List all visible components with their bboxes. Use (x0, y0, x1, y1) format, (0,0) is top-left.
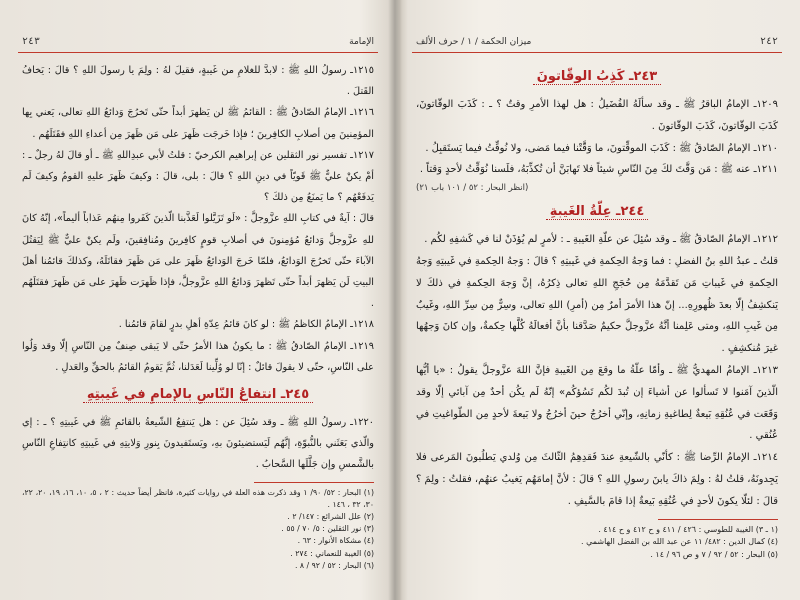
hadith-paragraph: ١٢١٢ـ الإمامُ الصّادقُ ﷺ ـ وقد سُئِلَ عن علّةِ الغَيبةِ ـ : لأمرٍ لم يُؤذَنْ لنا في كَشفِهِ لكُم . (424, 234, 778, 246)
chapter-heading (416, 64, 778, 90)
book-spine (388, 0, 402, 600)
hadith-paragraph: ١٢٠٩ـ الإمامُ الباقرُ ﷺ ـ وقد سألَهُ الفُضَيلُ : هل لهذا الأمرِ وقتٌ ؟ ـ : كَذَبَ الوقّاتونَ، كَذَبَ الوقّاتونَ، كَذَبَ الوقّاتونَ . (416, 99, 778, 132)
footnote: (٢) علل الشرائع : ١٤٧/ ٢ . (287, 512, 374, 522)
footnote: (٥) البحار : ٥٢ / ٩٢ / ٧ و ص ٩٦ / ١٤ . (650, 550, 778, 560)
hadith-paragraph: ١٢١٥ـ رسولُ اللهِ ﷺ : لابدَّ للغلامِ من غَيبةٍ، فقيلَ لهُ : ولِمَ يا رسولَ اللهِ ؟ قالَ : يَخافُ القَتلَ . (22, 65, 374, 98)
left-page-header (18, 36, 378, 53)
footnote: (٣) نور الثقلين : ٥/ ٧٠ / ٥٥ . (281, 524, 374, 534)
chapter-heading-text: ٢٤٣ـ كَذِبُ الوقّاتونَ (533, 69, 661, 85)
chapter-heading-text: ٢٤٤ـ عِلّةُ الغَيبةِ (546, 204, 649, 220)
hadith-paragraph: ١٢١٠ـ الإمامُ الصّادقُ ﷺ : كَذَبَ الموقِّتونَ، ما وَقَّتْنا فيما مَضى، ولا نُوقِّتُ فيما يَستَقبِلُ . (425, 142, 778, 154)
chapter-heading (416, 199, 778, 225)
footnote-divider (658, 519, 778, 520)
hadith-paragraph: ١٢١٦ـ الإمامُ الصّادقُ ﷺ : القائمُ ﷺ لن يَظهرَ أبداً حتّى تَخرُجَ وَدائعُ اللهِ تعالى، يَعني بِها المؤمِنينَ مِن أصلابِ الكافِرينَ ؛ فإذا خَرجَت ظَهرَ على مَن ظَهرَ مِن أعداءِ اللهِ فقَتَلَهُم . (22, 107, 374, 140)
chapter-heading (22, 382, 374, 408)
left-page-body (22, 60, 374, 572)
hadith-paragraph: قلتُ ـ عبدُ اللهِ بنُ الفضلِ : فما وَجهُ الحِكمةِ في غَيبتِهِ ؟ قالَ : وَجهُ الحِكمةِ في غَيبتِهِ وَجهُ الحِكمةِ في غَيباتِ مَن تَقدَّمَهُ مِن حُجَجِ اللهِ تعالى ذِكرُهُ، إنَّ وَجهَ الحِكمةِ في ذلكَ لا يَنكشِفُ إلّا بعدَ ظُهورِهِ... إنّ هذا الأمرَ أمرٌ مِن (أمرِ) اللهِ تعالى، وسِرٌّ مِن سِرِّ اللهِ، وغَيبٌ مِن غَيبِ اللهِ، ومتى عَلِمنا أنَّهُ عزَّوجلَّ حكيمٌ صَدَّقنا بأنَّ أفعالَهُ كُلَّها حِكمةٌ، وإن كانَ وَجهُها غيرَ مُنكشِفٍ . (416, 255, 778, 355)
chapter-heading-text: ٢٤٥ـ انتفاعُ النّاسِ بالإمامِ في غَيبتِهِ (83, 387, 313, 403)
right-running-title: ميزان الحكمة / ١ / حرف الألف (416, 37, 532, 47)
hadith-paragraph: ١٢١٤ـ الإمامُ الرِّضا ﷺ : كأنّي بالشّيعةِ عندَ فَقدِهِمُ الثّالثَ مِن وُلدي يَطلُبونَ المَرعى فلا يَجِدونَهُ، قلتُ لهُ : ولِمَ ذاكَ يابنَ رسولِ اللهِ ؟ قالَ : لأنَّ إمامَهُم يَغيبُ عنهُم، فقلتُ : ولِمَ ؟ قالَ : لئلّا يكونَ لأحدٍ في عُنُقِهِ بَيعةٌ إذا قامَ بالسَّيفِ . (416, 452, 778, 507)
hadith-paragraph: ١٢١٩ـ الإمامُ الصّادقُ ﷺ : ما يكونُ هذا الأمرُ حتّى لا يَبقى صِنفٌ مِن النّاسِ إلّا وقد وَلُوا على النّاسِ، حتّى لا يقولَ قائلٌ : إنّا لو وُلِّينا لَعَدَلنا، ثُمَّ يَقومُ القائمُ بالحقِّ والعَدلِ . (22, 340, 374, 373)
left-page (8, 0, 388, 600)
footnote: (٥) الغيبة للنعماني : ٢٧٤ . (290, 548, 374, 558)
right-page-number: ٢٤٢ (759, 36, 778, 47)
footnote-divider (254, 482, 374, 483)
hadith-paragraph: ١٢١٨ـ الإمامُ الكاظمُ ﷺ : لو كانَ قائمُ عِدّةِ أهلِ بدرٍ لقامَ قائمُنا . (118, 319, 374, 331)
left-running-title: الإمامة (349, 37, 374, 47)
source-note: (انظر البحار : ٥٢ / ١٠١ باب ٢١) (416, 183, 529, 194)
hadith-paragraph: ١٢١١ـ عنه ﷺ : مَن وَقَّتَ لكَ مِنَ النّاسِ شيئاً فلا تَهابَنَّ أن تُكذِّبَهُ، فلَسنا نُوَقِّتُ لأحدٍ وَقتاً . (419, 164, 778, 176)
footnote: (١) البحار : ٥٢/ ٩٠/ ١ وقد ذكرت هذه العلة في روايات كثيرة، فانظر أيضاً حديث : ٢ ، ٥، ١٠، ١٦، ١٩، ٢٠، ٢٢، ٣٠، ٣٢ ، ١٤٦ . (22, 487, 374, 509)
left-page-number: ٢٤٣ (22, 36, 41, 47)
right-page-body (416, 60, 778, 562)
hadith-paragraph: قالَ : آيةٌ في كتابِ اللهِ عزَّوجلَّ : «لَو تَزَيَّلوا لَعَذَّبنا الّذينَ كَفَروا مِنهُم عَذاباً أليماً»، إنّهُ كانَ للهِ عزَّوجلَّ وَدائعُ مُؤمِنونَ في أصلابِ قومٍ كافِرينَ ومُنافِقينَ، ولَم يكنْ عليٌّ ﷺ لِيَقتُلَ الآباءَ حتّى تَخرُجَ الوَدائعُ، فلمّا خَرجَ الوَدائعُ ظَهرَ على مَن ظَهرَ فقاتَلَهُ، وكذلكَ قائمُنا أهلَ البيتِ لَن يَظهرَ أبداً حتّى تَظهرَ وَدائعُ اللهِ عزَّوجلَّ، فإذا ظَهرَت ظَهرَ على مَن ظَهرَ فقتَلَهُم . (22, 213, 374, 310)
footnote: (٤) مشكاة الأنوار : ٦٣ . (297, 536, 374, 546)
right-page-header (412, 36, 782, 53)
footnote: (٦) البحار : ٥٢ / ٩٢ / ٨ . (294, 560, 374, 570)
footnote: (٤) كمال الدين : ٤٨٢/ ١١ عن عبد الله بن الفضل الهاشمي . (580, 537, 778, 547)
right-page (402, 0, 792, 600)
hadith-paragraph: ١٢١٣ـ الإمامُ المهديُّ ﷺ ـ وأمّا علّةُ ما وقعَ مِن الغَيبةِ فإنَّ اللهَ عزَّوجلَّ يقولُ : «يا أيُّها الّذينَ آمَنوا لا تَسألوا عن أشياءَ إن تُبدَ لكُم تَسُؤكُم» إنّهُ لَم يكُن أحدٌ مِن آبائي إلّا وقد وَقَعَت في عُنُقِهِ بَيعةٌ لِطاغيةِ زمانِهِ، وإنّي أخرُجُ حينَ أخرُجُ ولا بَيعةَ لأحدٍ مِن الطّواغيتِ في عُنُقي . (416, 364, 778, 442)
footnote: (١ ـ ٣) الغيبة للطوسي : ٤٢٦ / ٤١١ و ح ٤١٢ و ح ٤١٤ . (598, 524, 778, 534)
hadith-paragraph: ١٢١٧ـ تفسير نور الثقلين عن إبراهيم الكرخيّ : قلتُ لأبي عبدِاللهِ ﷺ ـ أو قالَ لهُ رجلٌ ـ : أمْ يكنْ عليٌّ ﷺ قَويّاً في دينِ اللهِ ؟ قالَ : بلى، قالَ : وكيفَ ظَهرَ عليهِ القومُ وكيفَ لَم يَدفَعْهُم ؟ ما يَمنَعُ مِن ذلكَ ؟ (22, 149, 374, 204)
hadith-paragraph: ١٢٢٠ـ رسولُ اللهِ ﷺ ـ وقد سُئِلَ عن : هل يَنتفِعُ الشّيعةُ بالقائمِ ﷺ في غَيبتِهِ ؟ ـ : إي والّذي بَعَثَني بالنُّبوّةِ، إنَّهُم لَيَستضيئونَ بهِ، ويَستَفيدونَ بِنورِ وَلايتِهِ في غَيبتِهِ كانتِفاعِ النّاسِ بالشَّمسِ وإن جَلَّلَها السَّحابُ . (22, 417, 374, 471)
